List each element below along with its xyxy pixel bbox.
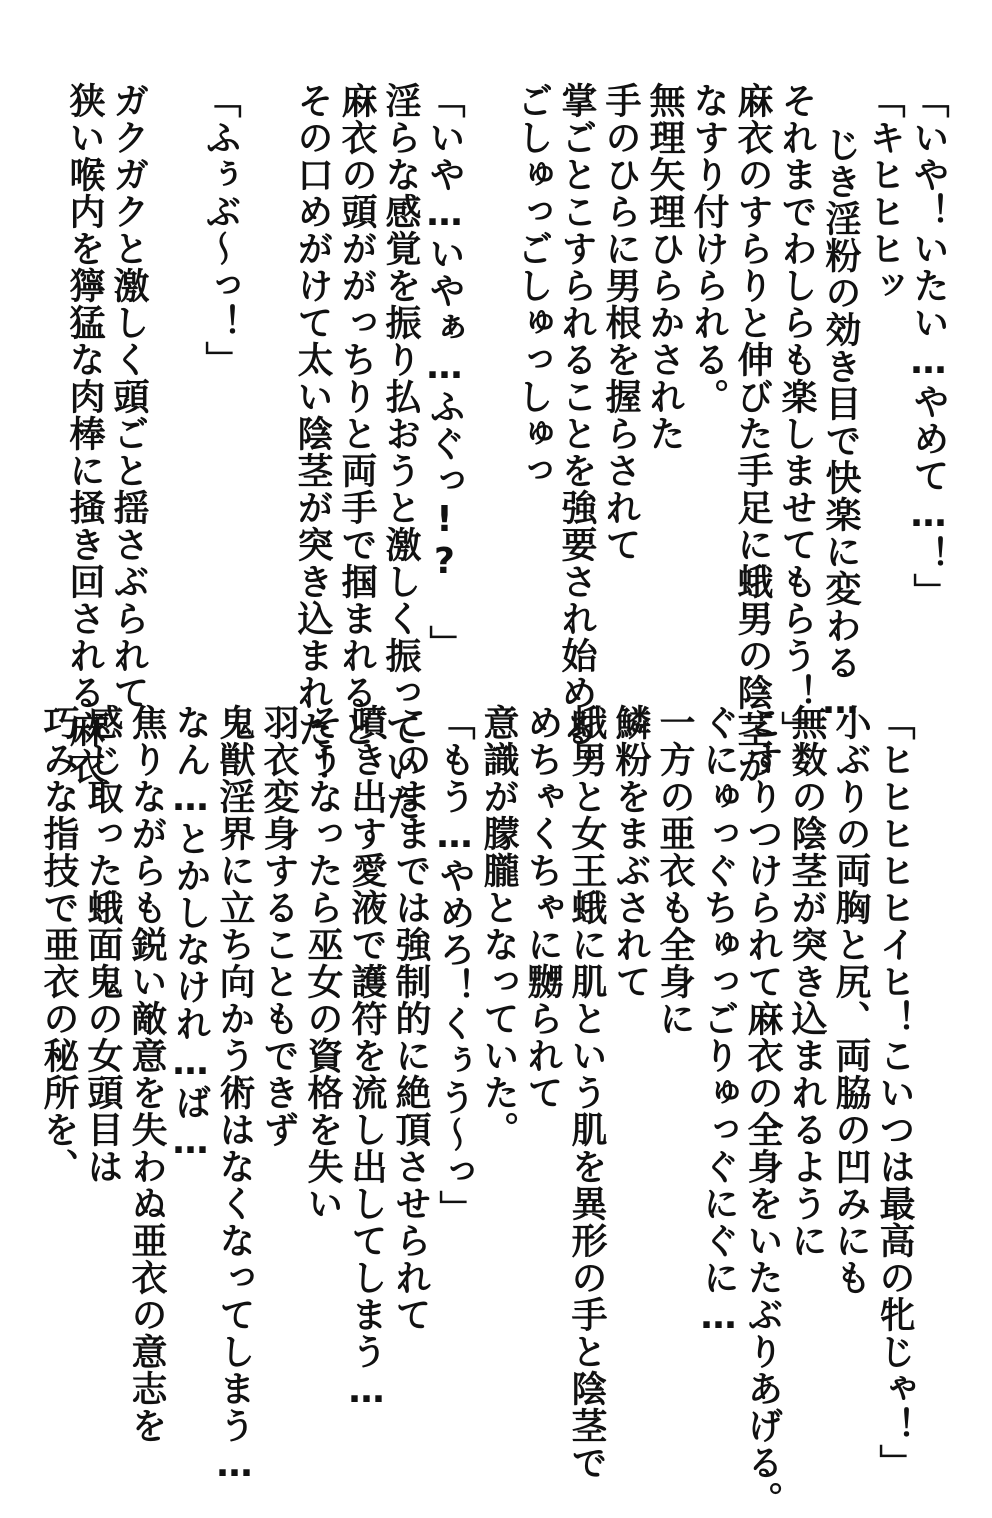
- text-column: そうなったら巫女の資格を失い: [302, 704, 343, 1222]
- text-column: 噴き出す愛液で護符を流し出してしまう…: [346, 704, 387, 1412]
- text-column: 無数の陰茎が突き込まれるように: [786, 704, 827, 1259]
- text-column: ガクガクと激しく頭ごと揺さぶられて: [108, 82, 149, 711]
- text-column: こすりつけられて麻衣の全身をいたぶりあげる。: [742, 704, 783, 1518]
- text-column: 鬼獣淫界に立ち向かう術はなくなってしまう…: [214, 704, 255, 1486]
- text-column: じき淫粉の効き目で快楽に変わる…: [820, 126, 861, 723]
- text-column: 意識が朦朧となっていた。: [478, 704, 519, 1148]
- text-column: 感じ取った蛾面鬼の女頭目は: [82, 704, 123, 1185]
- text-column: 「ふぅぶ〜っ！」: [200, 82, 241, 378]
- text-column: 「ヒヒヒヒヒイヒ！こいつは最高の牝じゃ！」: [874, 704, 915, 1481]
- text-column: ごしゅっごしゅっしゅっ: [512, 82, 553, 489]
- text-column: 羽衣変身することもできず: [258, 704, 299, 1148]
- text-column: 手のひらに男根を握らされて: [600, 82, 641, 563]
- text-column: 一方の亜衣も全身に: [654, 704, 695, 1037]
- text-column: なすり付けられる。: [688, 82, 729, 415]
- text-column: 「いや！いたい…やめて…！」: [908, 82, 949, 610]
- text-column: 掌ごとこすられることを強要され始める。: [556, 82, 597, 785]
- text-column: 無理矢理ひらかされた: [644, 82, 685, 452]
- text-column: 「もう…やめろ！くぅう〜っ」: [434, 704, 475, 1227]
- text-column: 小ぶりの両胸と尻、両脇の凹みにも: [830, 704, 871, 1296]
- text-column: 巧みな指技で亜衣の秘所を、: [38, 704, 79, 1185]
- text-column: 「キヒヒヒッ: [864, 82, 905, 304]
- text-column: 「いや…いやぁ…ふぐっ!? 」: [424, 82, 465, 662]
- text-column: めちゃくちゃに嬲られて: [522, 704, 563, 1111]
- text-column: それまでわしらも楽しませてもらう！」: [776, 82, 817, 748]
- text-column: 蛾男と女王蛾に肌という肌を異形の手と陰茎で: [566, 704, 607, 1481]
- text-column: ぐにゅっぐちゅっごりゅっぐにぐに…: [698, 704, 739, 1338]
- text-column: その口めがけて太い陰茎が突き込まれた！: [292, 82, 333, 785]
- text-column: 麻衣の頭ががっちりと両手で掴まれると: [336, 82, 377, 748]
- text-column: なん…とかしなけれ…ば…: [170, 704, 211, 1163]
- text-column: 淫らな感覚を振り払おうと激しく振っていた: [380, 82, 421, 822]
- text-column: 狭い喉内を獰猛な肉棒に掻き回される麻衣。: [64, 82, 105, 822]
- text-column: 鱗粉をまぶされて: [610, 704, 651, 1000]
- text-column: 焦りながらも鋭い敵意を失わぬ亜衣の意志を: [126, 704, 167, 1444]
- text-column: このままでは強制的に絶頂させられて: [390, 704, 431, 1333]
- text-column: 麻衣のすらりと伸びた手足に蛾男の陰茎が: [732, 82, 773, 785]
